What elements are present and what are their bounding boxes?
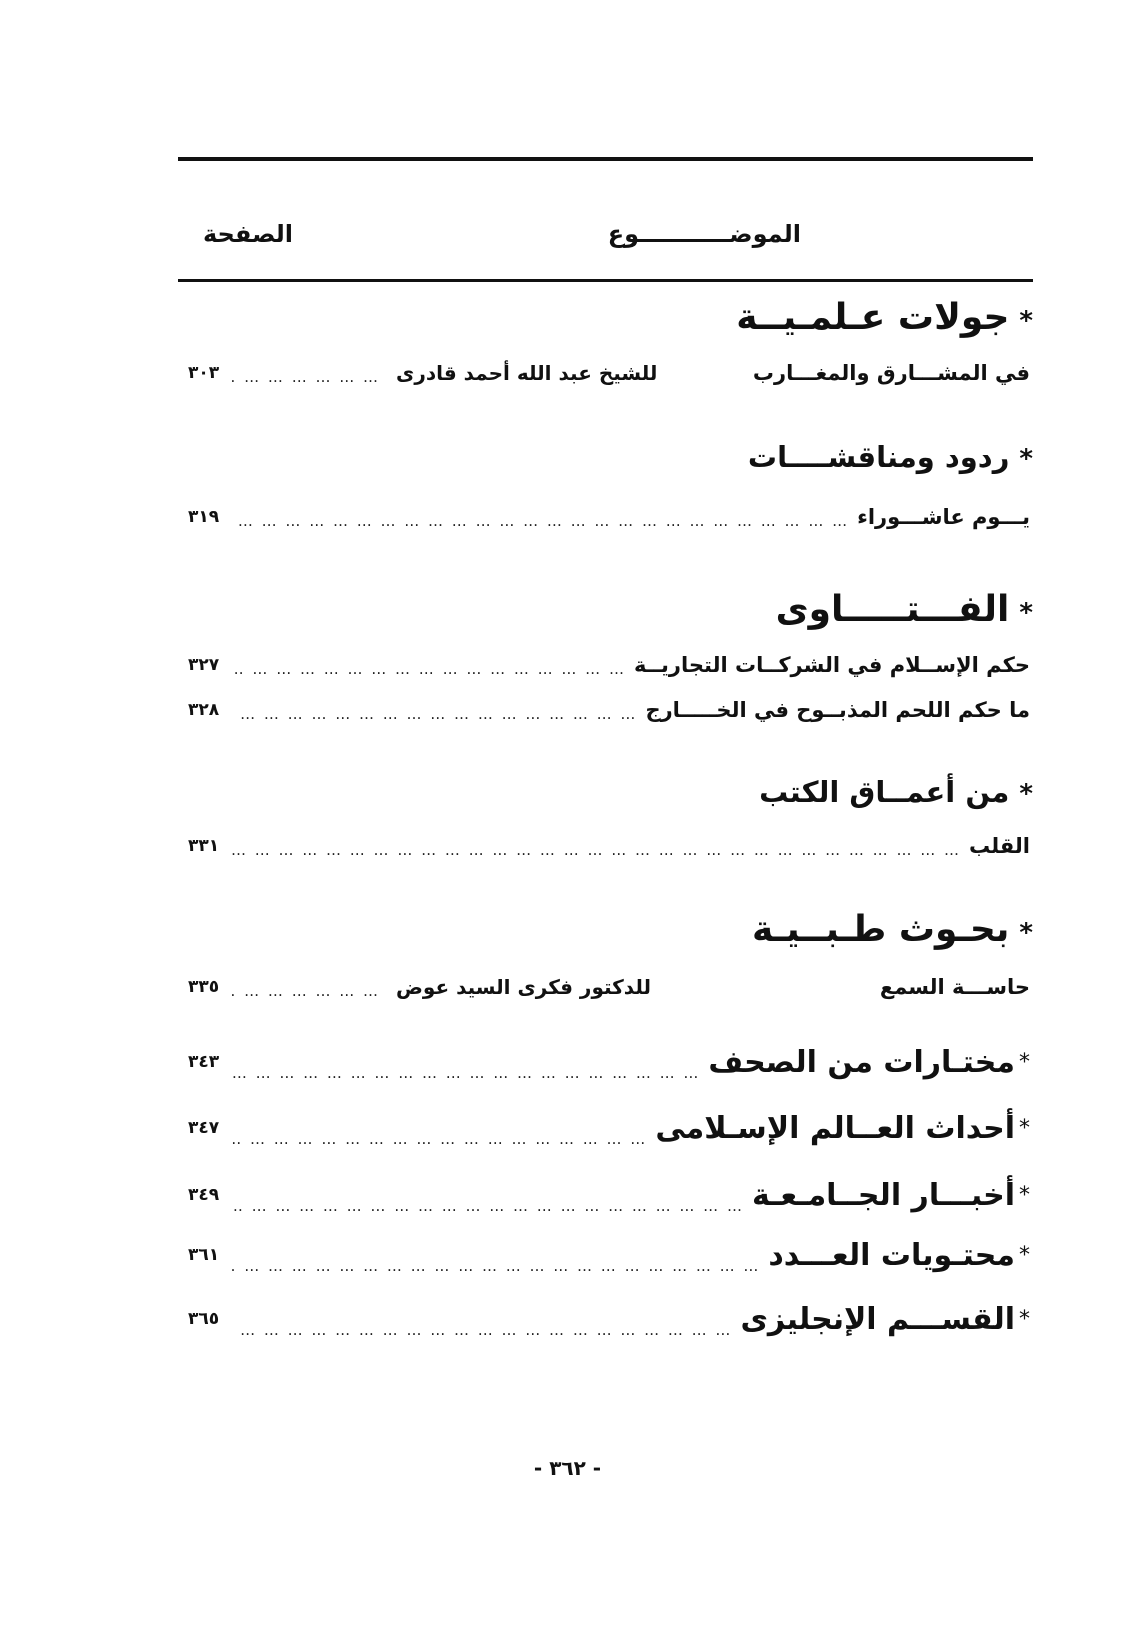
entry-title: حاســـة السمع [879,975,1030,999]
asterisk-icon: * [1019,1306,1030,1332]
entry-page: ٣٢٧ [188,655,220,675]
dot-leader [232,839,969,861]
asterisk-icon: * [1019,598,1033,628]
section-title: جولات عـلمـيــة [736,297,1010,338]
page-number: - ٣٦٢ - [533,1456,602,1480]
toc-entry-standalone[interactable] [188,1173,1030,1217]
page-column-header: الصفحة [203,220,294,248]
top-rule [178,157,1033,161]
dot-leader [232,703,645,725]
dot-leader [232,980,388,1002]
dot-leader [232,1319,740,1341]
header-rule [178,279,1033,282]
toc-entry[interactable] [188,831,1030,861]
entry-title: القســـم الإنجليزى [740,1301,1015,1337]
entry-title: أخبـــار الجــامـعـة [751,1177,1015,1213]
asterisk-icon: * [1019,1115,1030,1141]
dot-leader [232,1062,708,1084]
dot-leader [232,510,857,532]
entry-title: مختـارات من الصحف [708,1044,1015,1080]
entry-page: ٣٦١ [188,1245,220,1265]
dot-leader [232,1195,752,1217]
entry-page: ٣٤٩ [188,1185,220,1205]
entry-title: في المشـــارق والمغـــارب [752,361,1030,385]
entry-page: ٣٣٥ [188,977,220,997]
dot-leader [232,658,634,680]
dot-leader [232,1255,768,1277]
entry-title: حكم الإســلام في الشركــات التجاريــة [633,653,1030,677]
section-heading [736,297,1033,338]
section-heading [751,909,1033,950]
toc-entry[interactable] [188,650,1030,680]
entry-title: القلب [968,834,1030,858]
entry-page: ٣٤٣ [188,1052,220,1072]
section-title: من أعمــاق الكتب [759,775,1010,809]
toc-entry-standalone[interactable] [188,1106,1030,1150]
toc-entry-standalone[interactable] [188,1233,1030,1277]
asterisk-icon: * [1019,444,1033,474]
entry-page: ٣٤٧ [188,1118,220,1138]
asterisk-icon: * [1019,1049,1030,1075]
dot-leader [232,1128,655,1150]
asterisk-icon: * [1019,779,1033,809]
entry-title: يـــوم عاشـــوراء [857,505,1030,529]
asterisk-icon: * [1019,306,1033,336]
section-heading [747,440,1033,474]
toc-entry[interactable] [188,358,1030,388]
section-title: الفـــتـــــاوى [775,589,1010,630]
toc-entry-standalone[interactable] [188,1297,1030,1341]
asterisk-icon: * [1019,1242,1030,1268]
toc-entry[interactable] [188,502,1030,532]
section-heading [759,775,1033,809]
asterisk-icon: * [1019,1182,1030,1208]
entry-title: محتـويات العـــدد [768,1237,1015,1273]
asterisk-icon: * [1019,918,1033,948]
section-heading [775,589,1033,630]
entry-title: أحداث العــالم الإسـلامى [655,1110,1015,1146]
entry-author: للشيخ عبد الله أحمد قادرى [396,361,658,385]
entry-page: ٣٣١ [188,836,220,856]
section-title: ردود ومناقشــــات [747,440,1010,474]
toc-entry[interactable] [188,972,1030,1002]
entry-page: ٣٠٣ [188,363,220,383]
toc-entry-standalone[interactable] [188,1040,1030,1084]
entry-page: ٣١٩ [188,507,220,527]
section-title: بحـوث طـبــيـة [751,909,1010,950]
entry-author: للدكتور فكرى السيد عوض [396,975,651,999]
entry-page: ٣٢٨ [188,700,220,720]
entry-title: ما حكم اللحم المذبــوح في الخـــــارج [645,698,1030,722]
toc-entry[interactable] [188,695,1030,725]
subject-column-header: الموضـــــــــــوع [607,220,801,248]
entry-page: ٣٦٥ [188,1309,220,1329]
dot-leader [232,366,388,388]
